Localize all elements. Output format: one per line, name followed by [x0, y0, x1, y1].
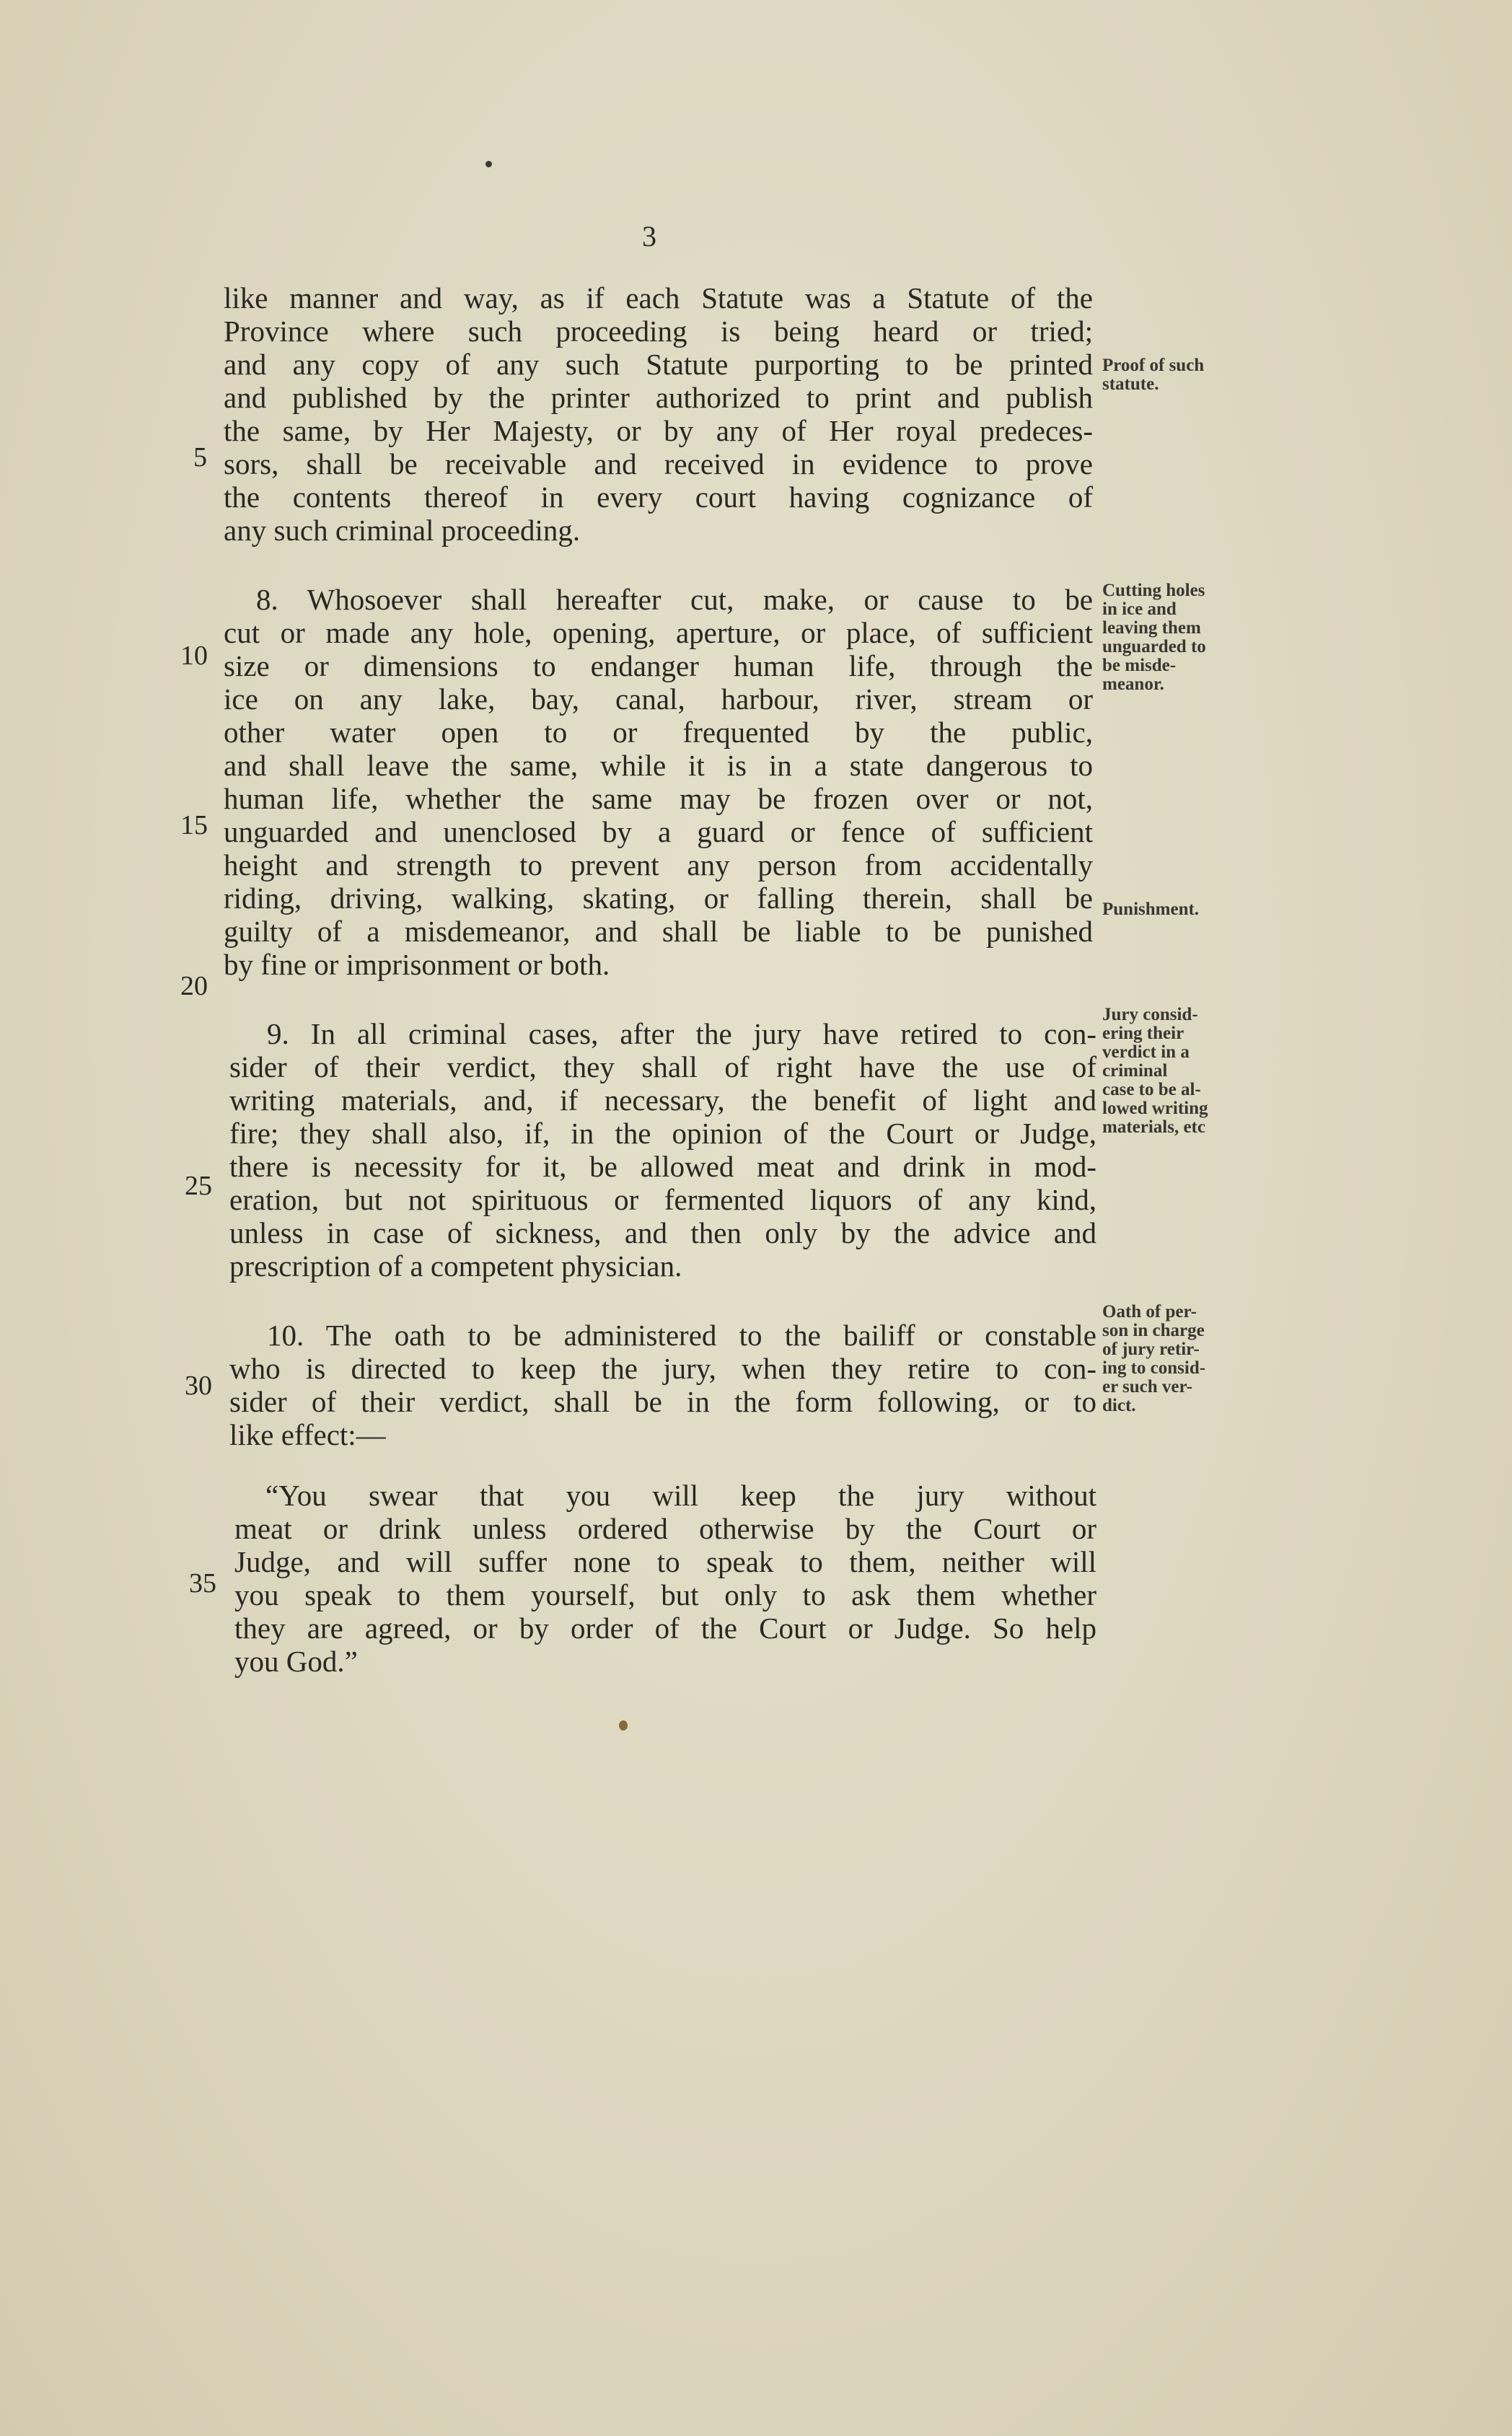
line-number: 10: [180, 641, 208, 671]
margin-note-line: statute.: [1102, 374, 1159, 394]
text-line: sider of their verdict, they shall of right have the use of: [229, 1050, 1096, 1083]
text-line: like effect:—: [229, 1418, 386, 1451]
text-line: ice on any lake, bay, canal, harbour, river, stream or: [224, 682, 1093, 716]
margin-note-line: Punishment.: [1102, 900, 1200, 919]
text-line: human life, whether the same may be frozen over or not,: [224, 782, 1093, 815]
line-number: 35: [189, 1568, 216, 1599]
text-line: sider of their verdict, shall be in the form following, or to: [229, 1385, 1096, 1418]
text-line: height and strength to prevent any person from accidentally: [224, 848, 1093, 881]
margin-note-line: of jury retir-: [1102, 1340, 1200, 1359]
margin-note-line: verdict in a: [1102, 1042, 1190, 1062]
margin-note-line: unguarded to: [1102, 637, 1206, 656]
margin-note-line: materials, etc: [1102, 1117, 1205, 1137]
text-line: you God.”: [234, 1645, 358, 1678]
margin-note-line: dict.: [1102, 1396, 1136, 1415]
text-line: any such criminal proceeding.: [224, 514, 581, 547]
margin-note-line: lowed writing: [1102, 1099, 1208, 1118]
margin-note-line: meanor.: [1102, 674, 1164, 694]
text-line: they are agreed, or by order of the Court or Judge. So help: [234, 1611, 1096, 1645]
text-line: like manner and way, as if each Statute was a Statute of the: [224, 281, 1093, 315]
print-speck: [619, 1720, 628, 1731]
margin-note-line: leaving them: [1102, 618, 1201, 638]
margin-note-jury-considering-verdict: [1102, 1006, 1261, 1137]
section-9-first-line: 9. In all criminal cases, after the jury have retired to con-: [267, 1017, 1096, 1050]
text-line: cut or made any hole, opening, aperture, or place, of sufficient: [224, 616, 1093, 649]
margin-note-line: be misde-: [1102, 656, 1177, 675]
text-line: unguarded and unenclosed by a guard or fence of sufficient: [224, 815, 1093, 848]
margin-note-line: Cutting holes: [1102, 581, 1205, 600]
margin-note-proof-of-statute: [1102, 356, 1261, 394]
print-speck: [485, 161, 492, 167]
text-line: fire; they shall also, if, in the opinion of the Court or Judge,: [229, 1117, 1096, 1150]
text-line: Province where such proceeding is being heard or tried;: [224, 315, 1093, 348]
margin-note-line: in ice and: [1102, 599, 1177, 619]
margin-note-line: son in charge: [1102, 1321, 1205, 1340]
margin-note-line: case to be al-: [1102, 1080, 1201, 1099]
text-line: riding, driving, walking, skating, or falling therein, shall be: [224, 881, 1093, 915]
text-line: who is directed to keep the jury, when they retire to con-: [229, 1352, 1096, 1385]
line-number: 5: [193, 442, 207, 472]
text-line: by fine or imprisonment or both.: [224, 948, 610, 981]
margin-note-line: ing to consid-: [1102, 1358, 1206, 1378]
text-line: writing materials, and, if necessary, the benefit of light and: [229, 1083, 1096, 1117]
text-line: there is necessity for it, be allowed meat and drink in mod-: [229, 1150, 1096, 1183]
margin-note-cutting-holes: [1102, 581, 1261, 694]
line-number: 20: [180, 971, 208, 1001]
oath-first-line: “You swear that you will keep the jury without: [265, 1479, 1096, 1512]
text-line: unless in case of sickness, and then only by the advice and: [229, 1216, 1096, 1249]
text-line: and published by the printer authorized to print and publish: [224, 381, 1093, 414]
margin-note-line: criminal: [1102, 1061, 1168, 1081]
line-number: 30: [185, 1371, 212, 1401]
text-line: the same, by Her Majesty, or by any of Her royal predeces-: [224, 414, 1093, 447]
text-line: prescription of a competent physician.: [229, 1249, 682, 1283]
text-line: size or dimensions to endanger human life, through the: [224, 649, 1093, 682]
margin-note-line: Jury consid-: [1102, 1005, 1198, 1024]
text-line: sors, shall be receivable and received in evidence to prove: [224, 447, 1093, 480]
line-number: 15: [180, 810, 208, 840]
text-line: the contents thereof in every court having cognizance of: [224, 480, 1093, 514]
margin-note-punishment: [1102, 900, 1261, 919]
text-line: other water open to or frequented by the public,: [224, 716, 1093, 749]
margin-note-line: Oath of per-: [1102, 1302, 1197, 1322]
text-line: you speak to them yourself, but only to ask them whether: [234, 1578, 1096, 1611]
text-line: Judge, and will suffer none to speak to them, neither will: [234, 1545, 1096, 1578]
text-line: and any copy of any such Statute purporting to be printed: [224, 348, 1093, 381]
margin-note-line: er such ver-: [1102, 1377, 1192, 1397]
page-number: 3: [642, 220, 656, 252]
text-line: guilty of a misdemeanor, and shall be liable to be punished: [224, 915, 1093, 948]
text-line: meat or drink unless ordered otherwise by the Court or: [234, 1512, 1096, 1545]
section-10-first-line: 10. The oath to be administered to the bailiff or constable: [267, 1319, 1096, 1352]
text-line: and shall leave the same, while it is in a state dangerous to: [224, 749, 1093, 782]
section-8-first-line: 8. Whosoever shall hereafter cut, make, or cause to be: [256, 583, 1093, 616]
margin-note-line: Proof of such: [1102, 356, 1205, 375]
margin-note-line: ering their: [1102, 1024, 1184, 1043]
margin-note-oath-of-person: [1102, 1303, 1261, 1415]
line-number: 25: [185, 1171, 212, 1201]
text-line: eration, but not spirituous or fermented liquors of any kind,: [229, 1183, 1096, 1216]
